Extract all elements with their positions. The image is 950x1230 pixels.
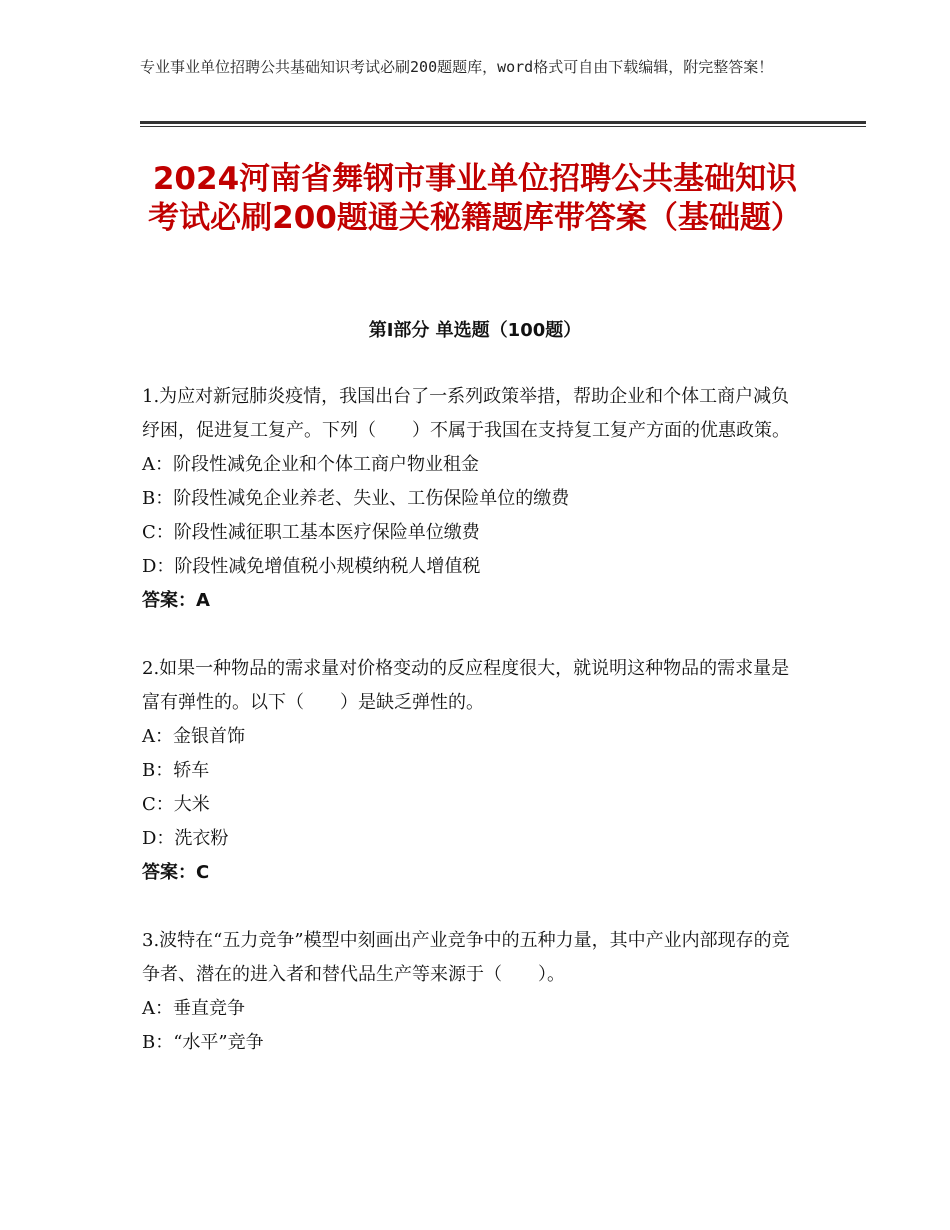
option-c: C：大米 [142, 794, 210, 815]
option-d: D：阶段性减免增值税小规模纳税人增值税 [142, 556, 481, 577]
question-2 [142, 652, 802, 890]
question-3 [142, 924, 802, 1060]
option-b: B：阶段性减免企业养老、失业、工伤保险单位的缴费 [142, 488, 570, 509]
header-divider-thin [140, 126, 866, 127]
spacer [142, 618, 802, 652]
question-stem: 2.如果一种物品的需求量对价格变动的反应程度很大，就说明这种物品的需求量是富有弹性的。以下（ ）是缺乏弹性的。 [142, 658, 790, 713]
option-b: B：“水平”竞争 [142, 1032, 264, 1053]
option-c: C：阶段性减征职工基本医疗保险单位缴费 [142, 522, 480, 543]
option-b: B：轿车 [142, 760, 210, 781]
option-a: A：金银首饰 [142, 726, 245, 747]
answer: 答案：C [142, 862, 210, 883]
option-a: A：垂直竞争 [142, 998, 245, 1019]
question-stem: 1.为应对新冠肺炎疫情，我国出台了一系列政策举措，帮助企业和个体工商户减负纾困，促进复工复产。下列（ ）不属于我国在支持复工复产方面的优惠政策。 [142, 386, 790, 441]
question-list [142, 380, 802, 1060]
option-a: A：阶段性减免企业和个体工商户物业租金 [142, 454, 479, 475]
document-title: 2024河南省舞钢市事业单位招聘公共基础知识考试必刷200题通关秘籍题库带答案（基础题） [148, 161, 802, 236]
question-1 [142, 380, 802, 618]
section-title: 第Ⅰ部分 单选题（100题） [368, 320, 582, 341]
header-note: 专业事业单位招聘公共基础知识考试必刷200题题库，word格式可自由下载编辑，附完整答案！ [140, 58, 774, 76]
header-divider-thick [140, 121, 866, 124]
question-stem: 3.波特在“五力竞争”模型中刻画出产业竞争中的五种力量，其中产业内部现存的竞争者、潜在的进入者和替代品生产等来源于（ ）。 [142, 930, 790, 985]
answer: 答案：A [142, 590, 210, 611]
spacer [142, 890, 802, 924]
option-d: D：洗衣粉 [142, 828, 229, 849]
